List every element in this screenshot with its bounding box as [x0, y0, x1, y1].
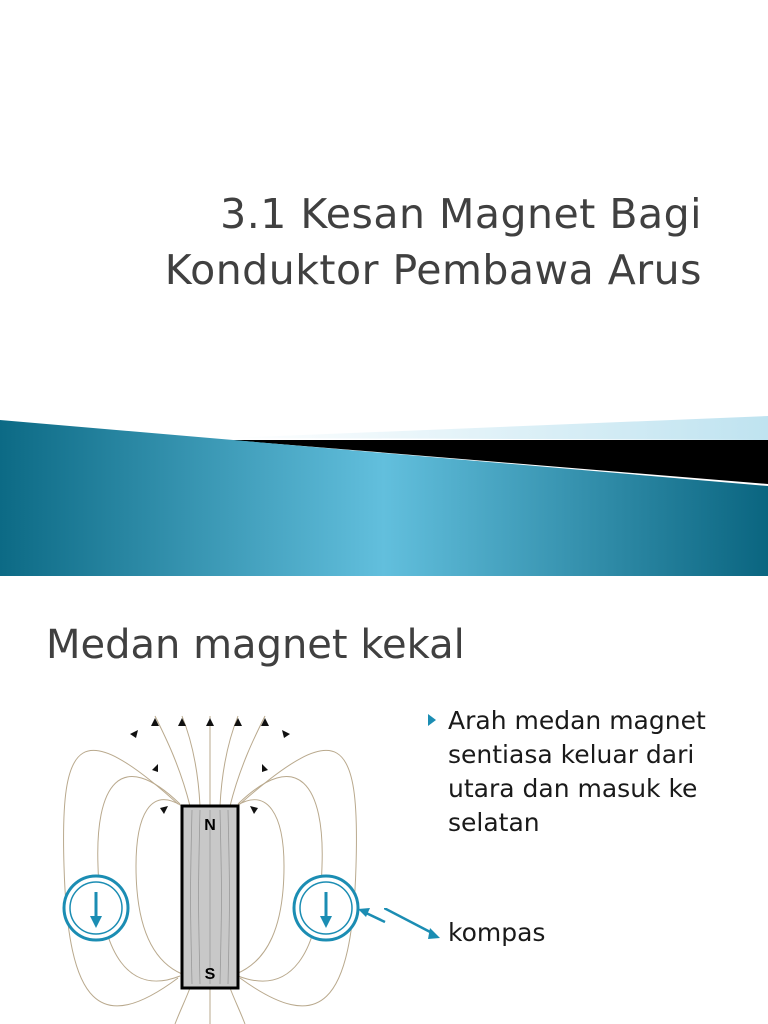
content-slide	[0, 576, 768, 1024]
field-arrow	[262, 764, 268, 772]
field-line	[220, 716, 238, 806]
field-line	[182, 716, 200, 806]
south-pole-label: S	[204, 966, 216, 983]
magnet-field-diagram	[40, 706, 390, 1024]
field-arrow	[250, 806, 258, 814]
field-arrow	[282, 730, 290, 738]
field-line	[64, 750, 178, 1006]
field-line	[230, 716, 265, 806]
compass-label: kompas	[448, 918, 546, 947]
compass-pointer-arrow	[358, 908, 385, 922]
field-arrow	[160, 806, 168, 814]
field-arrow	[152, 764, 158, 772]
slide-title	[62, 186, 702, 298]
field-line	[230, 988, 245, 1024]
compass-left	[64, 876, 128, 940]
title-line-1: 3.1 Kesan Magnet Bagi	[220, 190, 702, 238]
north-pole-label: N	[204, 817, 216, 834]
bullet-arrow-icon	[428, 714, 436, 726]
field-line	[175, 988, 190, 1024]
list-item	[428, 704, 758, 840]
slide-title: Medan magnet kekal	[46, 622, 465, 668]
field-line	[236, 800, 284, 974]
compass-right	[294, 876, 358, 940]
bullet-text: Arah medan magnet sentiasa keluar dari utara dan masuk ke selatan	[448, 706, 706, 837]
field-line	[136, 800, 182, 974]
bullet-list	[428, 704, 758, 840]
field-line	[155, 716, 190, 806]
field-arrow	[206, 718, 214, 726]
decorative-band	[0, 414, 768, 576]
title-line-2: Konduktor Pembawa Arus	[164, 246, 702, 294]
field-arrow	[130, 730, 138, 738]
band-light-strip	[230, 416, 768, 440]
